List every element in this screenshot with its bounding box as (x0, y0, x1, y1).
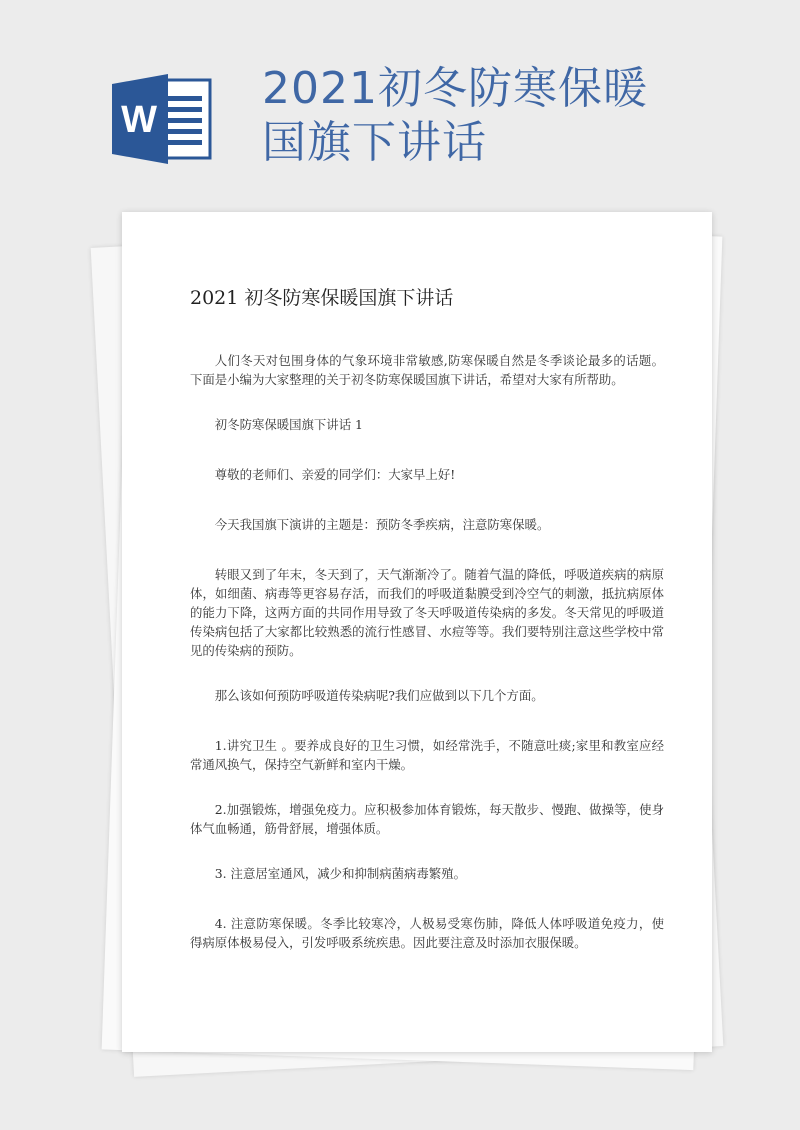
word-document-icon (112, 74, 212, 164)
intro-paragraph: 人们冬天对包围身体的气象环境非常敏感,防寒保暖自然是冬季谈论最多的话题。下面是小编为大家整理的关于初冬防寒保暖国旗下讲话，希望对大家有所帮助。 (190, 353, 664, 387)
tip-keep-warm: 4. 注意防寒保暖。冬季比较寒冷，人极易受寒伤肺，降低人体呼吸道免疫力，使得病原体极易侵入，引发呼吸系统疾患。因此要注意及时添加衣服保暖。 (190, 916, 664, 950)
document-body (190, 351, 664, 978)
speech-heading: 初冬防寒保暖国旗下讲话 1 (214, 417, 363, 432)
winter-disease-paragraph: 转眼又到了年末，冬天到了，天气渐渐冷了。随着气温的降低，呼吸道疾病的病原体，如细菌、病毒等更容易存活，而我们的呼吸道黏膜受到冷空气的刺激，抵抗病原体的能力下降，这两方面的共同作用导致了冬天呼吸道传染病的多发。冬天常见的呼吸道传染病包括了大家都比较熟悉的流行性感冒、水痘等等。我们要特别注意这些学校中常见的传染病的预防。 (190, 567, 664, 658)
tip-hygiene: 1.讲究卫生 。要养成良好的卫生习惯，如经常洗手，不随意吐痰;家里和教室应经常通风换气，保持空气新鲜和室内干燥。 (190, 738, 664, 772)
greeting-paragraph: 尊敬的老师们、亲爱的同学们：大家早上好! (214, 467, 456, 482)
banner-title-line1: 2021初冬防寒保暖 (262, 63, 648, 114)
banner-title-line2: 国旗下讲话 (262, 117, 487, 168)
prevention-question-paragraph: 那么该如何预防呼吸道传染病呢?我们应做到以下几个方面。 (214, 688, 544, 703)
theme-paragraph: 今天我国旗下演讲的主题是：预防冬季疾病，注意防寒保暖。 (214, 517, 550, 532)
document-title: 2021 初冬防寒保暖国旗下讲话 (190, 287, 454, 309)
tip-ventilation: 3. 注意居室通风，减少和抑制病菌病毒繁殖。 (214, 866, 466, 881)
tip-exercise: 2.加强锻炼，增强免疫力。应积极参加体育锻炼，每天散步、慢跑、做操等，使身体气血畅通，筋骨舒展，增强体质。 (190, 802, 664, 836)
banner-title (262, 62, 648, 170)
word-logo-letter: W (121, 99, 157, 141)
